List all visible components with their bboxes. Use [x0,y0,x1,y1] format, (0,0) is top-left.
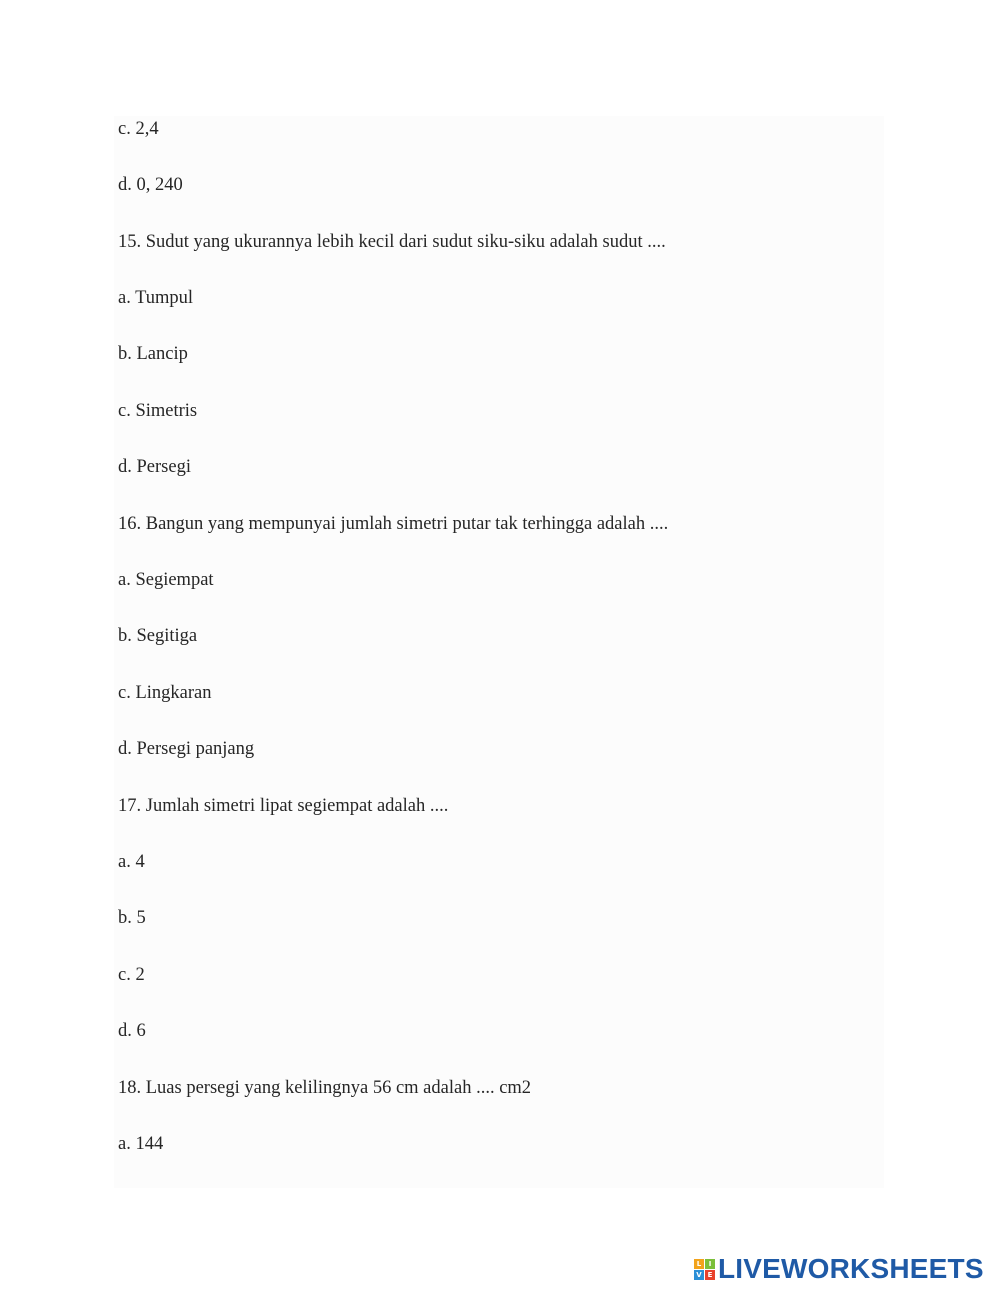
question-18-option-a: a. 144 [118,1134,164,1154]
question-15: 15. Sudut yang ukurannya lebih kecil dari sudut siku-siku adalah sudut .... [118,232,666,252]
option-d-previous: d. 0, 240 [118,175,183,195]
question-15-option-c: c. Simetris [118,401,198,421]
logo-letter-l: L [694,1259,704,1269]
question-16-option-b: b. Segitiga [118,626,198,646]
question-18: 18. Luas persegi yang kelilingnya 56 cm adalah .... cm2 [118,1078,532,1098]
question-17-option-a: a. 4 [118,852,145,872]
question-15-option-a: a. Tumpul [118,288,194,308]
question-17-option-c: c. 2 [118,965,145,985]
question-16: 16. Bangun yang mempunyai jumlah simetri putar tak terhingga adalah .... [118,514,669,534]
question-16-option-a: a. Segiempat [118,570,214,590]
question-15-option-b: b. Lancip [118,344,188,364]
question-15-option-d: d. Persegi [118,457,191,477]
logo-letter-e: E [705,1270,715,1280]
question-17-option-b: b. 5 [118,908,146,928]
question-17-option-d: d. 6 [118,1021,146,1041]
logo-letter-v: V [694,1270,704,1280]
question-16-option-d: d. Persegi panjang [118,739,255,759]
logo-letter-i: I [705,1259,715,1269]
question-16-option-c: c. Lingkaran [118,683,212,703]
brand-name: LIVEWORKSHEETS [718,1253,984,1284]
worksheet-page [114,116,884,1188]
option-c-previous: c. 2,4 [118,119,159,139]
liveworksheets-logo-icon [694,1259,715,1280]
question-17: 17. Jumlah simetri lipat segiempat adalah .... [118,796,449,816]
liveworksheets-brand [694,1254,984,1284]
